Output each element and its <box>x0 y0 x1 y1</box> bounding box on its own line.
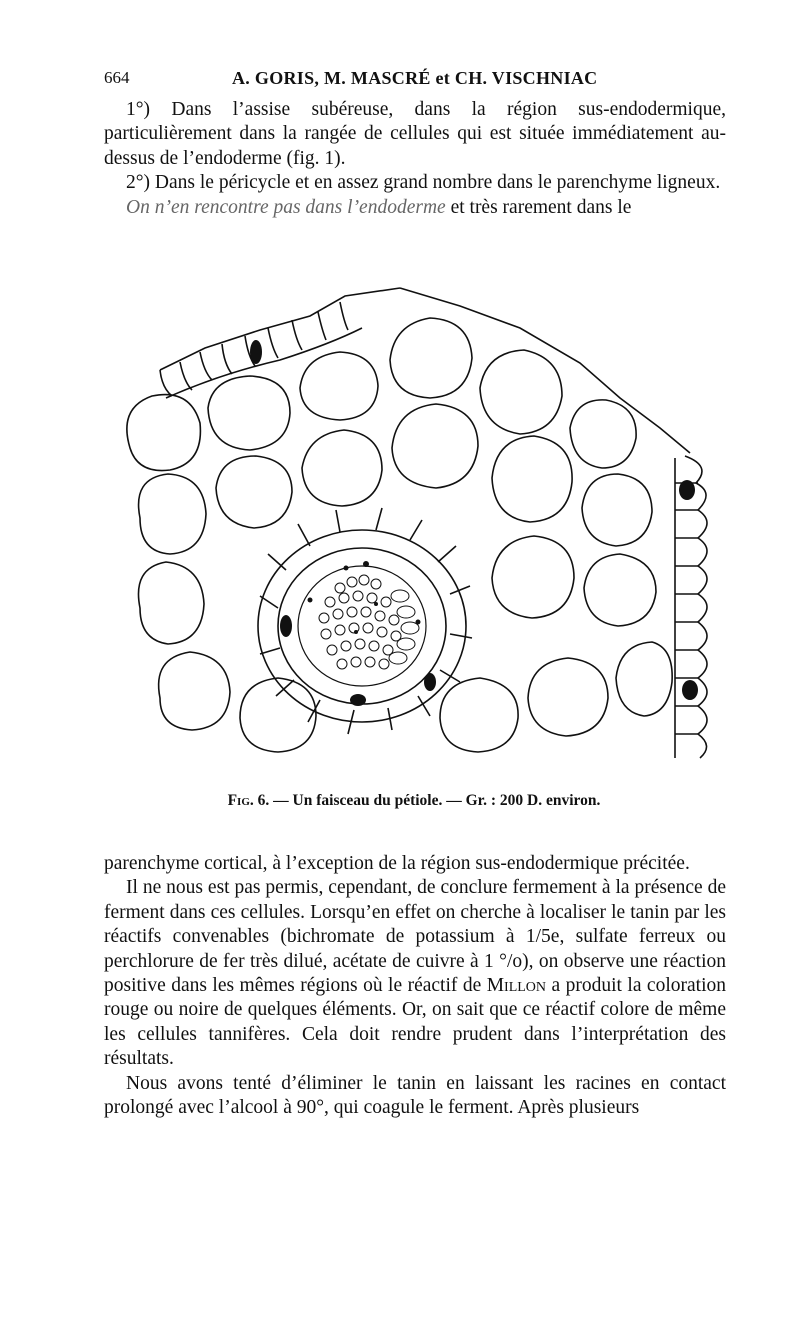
paragraph-3-rest: et très rarement dans le <box>445 196 632 218</box>
paragraph-5-part-b: a produit la coloration rouge ou noire de quelques éléments. Or, on sait que ce réactif colore de même les cellules tannifères. Cela doit rendre prudent dans l’interprétation des résultats. <box>104 975 726 1070</box>
paragraph-5 <box>104 876 726 1071</box>
bottom-text-block <box>104 852 726 1120</box>
top-text-block <box>104 98 726 220</box>
figure-caption-label: Fig. 6. <box>227 792 270 809</box>
figure-illustration <box>100 278 730 778</box>
paragraph-4: parenchyme cortical, à l’exception de la région sus-endodermique précitée. <box>104 853 690 874</box>
paragraph-1: 1°) Dans l’assise subéreuse, dans la région sus-endodermique, particulièrement dans la rangée de cellules qui est située immédiatement au-dessus de l’endoderme (fig. 1). <box>104 99 726 169</box>
figure-caption <box>104 792 724 810</box>
paragraph-6: Nous avons tenté d’éliminer le tanin en laissant les racines en contact prolongé avec l’alcool à 90°, qui coagule le ferment. Après plusieurs <box>104 1072 726 1119</box>
running-title: A. GORIS, M. MASCRÉ et CH. VISCHNIAC <box>232 68 598 88</box>
paragraph-5-part-a: Il ne nous est pas permis, cependant, de conclure fermement à la présence de ferment dans ces cellules. Lorsqu’en effet on cherche à localiser le tanin par les réactifs convenables (bichromate de potassium à 1/5e, sulfate ferreux ou perchlorure de fer très dilué, acétate de cuivre à 1 °/o), on observe une réaction positive dans les mêmes régions où le réactif de <box>104 877 726 997</box>
paragraph-3 <box>104 196 726 220</box>
author-name-millon: Millon <box>486 975 547 997</box>
cell-section-drawing <box>100 278 730 778</box>
paragraph-2: 2°) Dans le péricycle et en assez grand nombre dans le parenchyme ligneux. <box>126 172 721 194</box>
page-number: 664 <box>104 68 130 87</box>
running-head <box>104 68 724 94</box>
paragraph-3-italic: On n’en rencontre pas dans l’endoderme <box>126 196 446 218</box>
figure-caption-text: — Un faisceau du pétiole. — Gr. : 200 D. environ. <box>269 792 601 809</box>
